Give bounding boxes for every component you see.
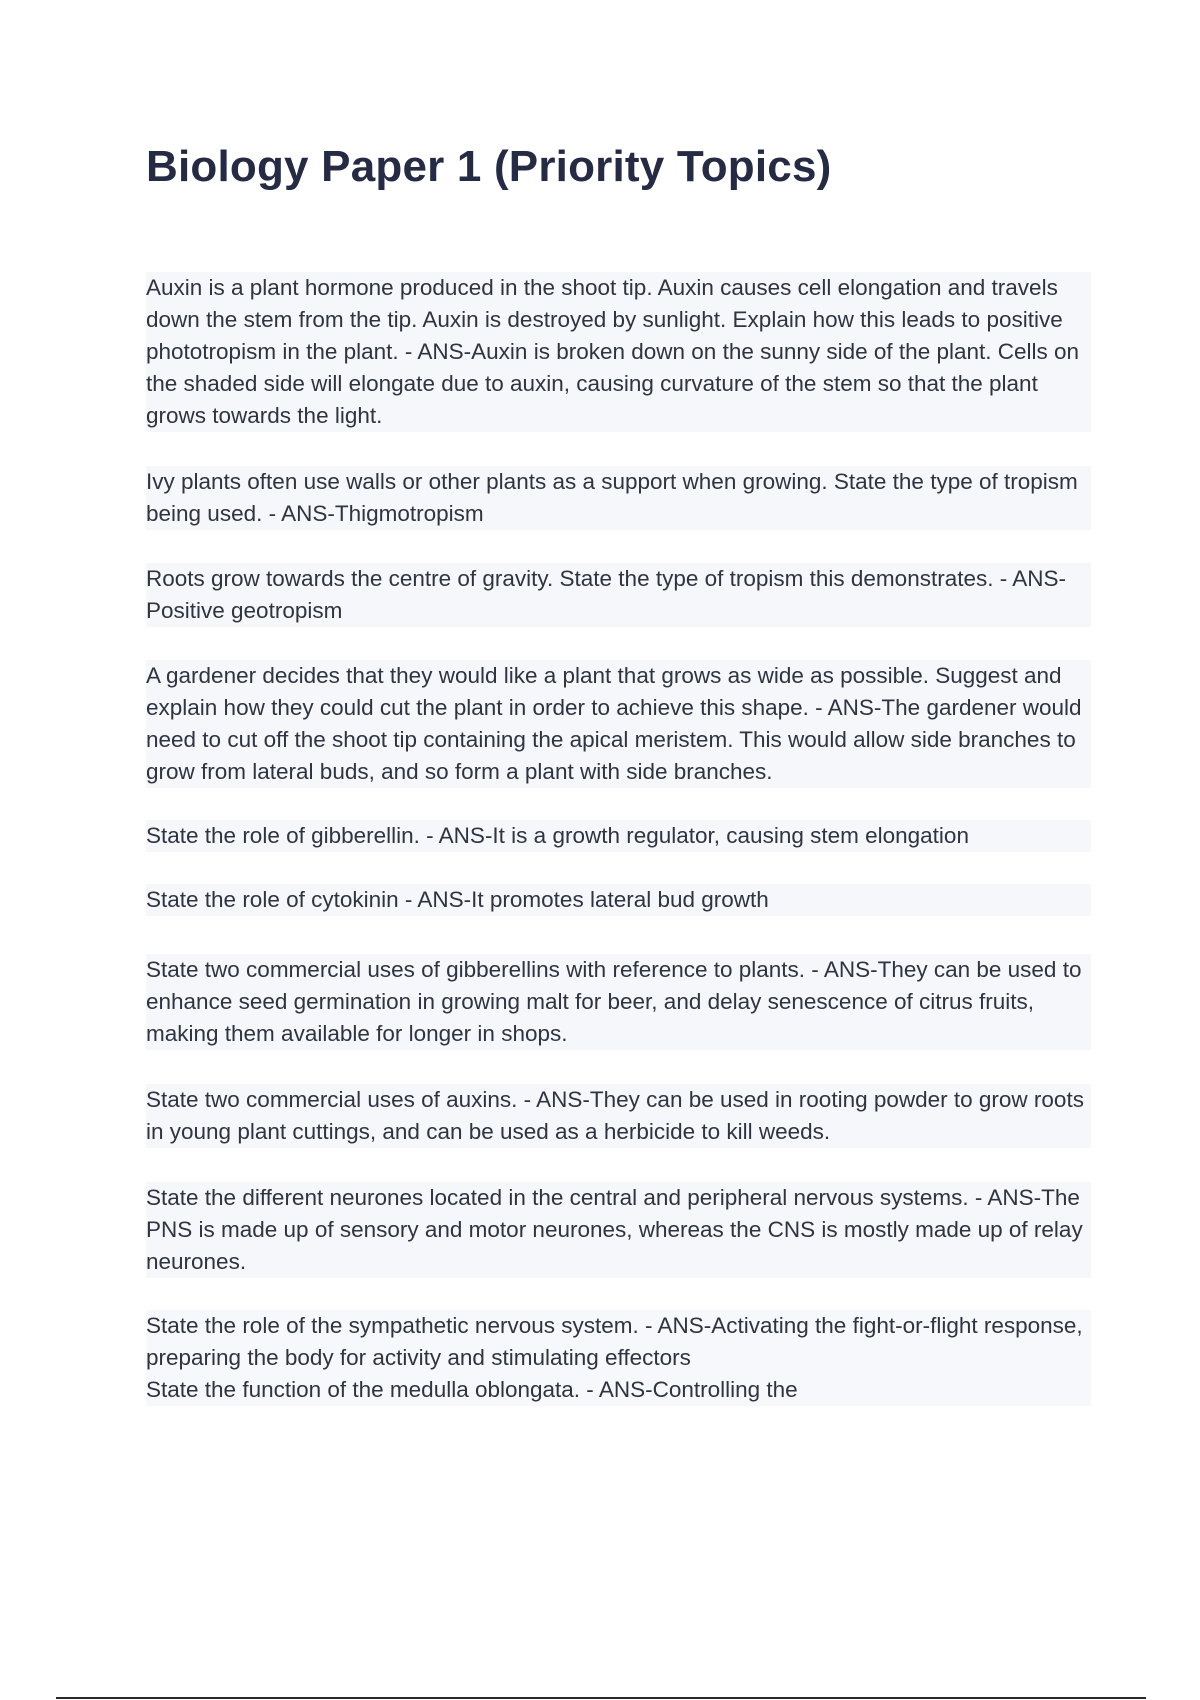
qa-entry-neurones: State the different neurones located in the central and peripheral nervous systems. - ANS-The PNS is made up of sensory and motor neurones, whereas the CNS is mostly made up of relay neurones. [146, 1182, 1091, 1278]
qa-entry-sympathetic-system: State the role of the sympathetic nervous system. - ANS-Activating the fight-or-flight response, preparing the body for activity and stimulating effectors [146, 1310, 1091, 1374]
qa-entry-auxin-phototropism: Auxin is a plant hormone produced in the shoot tip. Auxin causes cell elongation and travels down the stem from the tip. Auxin is destroyed by sunlight. Explain how this leads to positive phototropism in the plant. - ANS-Auxin is broken down on the sunny side of the plant. Cells on the shaded side will elongate due to auxin, causing curvature of the stem so that the plant grows towards the light. [146, 272, 1091, 432]
qa-entry-auxin-uses: State two commercial uses of auxins. - ANS-They can be used in rooting powder to grow roots in young plant cuttings, and can be used as a herbicide to kill weeds. [146, 1084, 1091, 1148]
document-title: Biology Paper 1 (Priority Topics) [146, 142, 832, 191]
qa-entry-gibberellin-role: State the role of gibberellin. - ANS-It is a growth regulator, causing stem elongation [146, 820, 1091, 852]
qa-entry-gibberellin-uses: State two commercial uses of gibberellins with reference to plants. - ANS-They can be used to enhance seed germination in growing malt for beer, and delay senescence of citrus fruits, making them available for longer in shops. [146, 954, 1091, 1050]
footer-divider [56, 1697, 1146, 1699]
qa-entry-cytokinin-role: State the role of cytokinin - ANS-It promotes lateral bud growth [146, 884, 1091, 916]
qa-entry-apical-meristem: A gardener decides that they would like a plant that grows as wide as possible. Suggest and explain how they could cut the plant in order to achieve this shape. - ANS-The gardener would need to cut off the shoot tip containing the apical meristem. This would allow side branches to grow from lateral buds, and so form a plant with side branches. [146, 660, 1091, 788]
qa-entry-geotropism: Roots grow towards the centre of gravity. State the type of tropism this demonstrates. - ANS-Positive geotropism [146, 563, 1091, 627]
qa-entry-thigmotropism: Ivy plants often use walls or other plants as a support when growing. State the type of tropism being used. - ANS-Thigmotropism [146, 466, 1091, 530]
qa-entry-medulla-oblongata: State the function of the medulla oblongata. - ANS-Controlling the [146, 1374, 1091, 1406]
